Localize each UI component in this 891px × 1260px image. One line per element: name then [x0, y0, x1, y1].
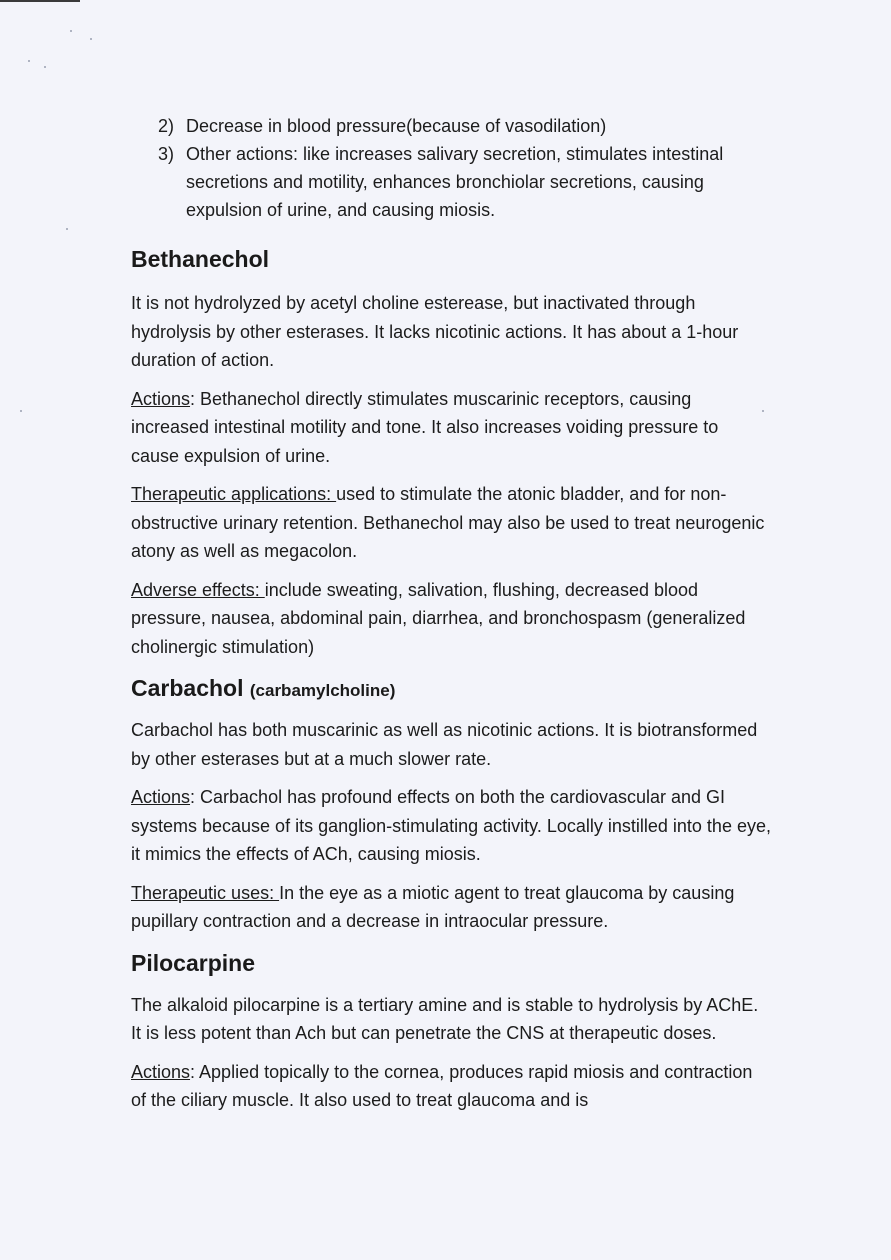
carbachol-title: Carbachol [131, 675, 244, 701]
list-item [158, 112, 771, 140]
list-number: 2) [158, 116, 175, 136]
heading-bethanechol: Bethanechol [131, 246, 270, 272]
scan-speck [20, 410, 22, 412]
bethanechol-intro: It is not hydrolyzed by acetyl choline esterease, but inactivated through hydrolysis by other esterases. It lacks nicotinic actions. It has about a 1-hour duration of action. [131, 293, 739, 370]
pilocarpine-actions [131, 1058, 771, 1115]
numbered-list [158, 112, 771, 224]
actions-label: Actions [131, 1061, 191, 1082]
carbachol-subtitle: (carbamylcholine) [249, 681, 396, 700]
therapeutic-text: used to stimulate the atonic bladder, and for non-obstructive urinary retention. Bethanechol may also be used to treat neurogenic atony as well as megacolon. [131, 484, 765, 561]
actions-text: : Applied topically to the cornea, produces rapid miosis and contraction of the ciliary muscle. It also used to treat glaucoma and is [131, 1061, 753, 1110]
list-text: Other actions: like increases salivary secretion, stimulates intestinal secretions and motility, enhances bronchiolar secretions, causing expulsion of urine, and causing miosis. [186, 144, 724, 220]
document-content [131, 112, 771, 1115]
scan-speck [90, 38, 92, 40]
actions-text: : Carbachol has profound effects on both the cardiovascular and GI systems because of its ganglion-stimulating activity. Locally instilled into the eye, it mimics the effects of ACh, causing miosis. [131, 787, 771, 864]
therapeutic-label: Therapeutic applications: [131, 484, 337, 504]
pilocarpine-intro: The alkaloid pilocarpine is a tertiary amine and is stable to hydrolysis by AChE. It is less potent than Ach but can penetrate the CNS at therapeutic doses. [131, 994, 759, 1043]
scan-speck [28, 60, 30, 62]
uses-label: Therapeutic uses: [131, 882, 280, 903]
list-number: 3) [158, 144, 175, 164]
carbachol-actions [131, 783, 771, 869]
heading-pilocarpine: Pilocarpine [131, 949, 255, 976]
heading-carbachol [131, 675, 771, 702]
scan-speck [66, 228, 68, 230]
actions-label: Actions [131, 787, 191, 807]
adverse-label: Adverse effects: [131, 579, 265, 600]
scan-speck [44, 66, 46, 68]
scan-speck [70, 30, 72, 32]
actions-label: Actions [131, 388, 191, 409]
uses-text: In the eye as a miotic agent to treat glaucoma by causing pupillary contraction and a decrease in intraocular pressure. [131, 882, 735, 931]
list-item [158, 140, 771, 224]
bethanechol-therapeutic [131, 480, 771, 566]
carbachol-uses [131, 879, 771, 936]
scan-edge-line [0, 0, 80, 2]
bethanechol-adverse [131, 576, 771, 662]
carbachol-intro: Carbachol has both muscarinic as well as nicotinic actions. It is biotransformed by other esterases but at a much slower rate. [131, 720, 758, 769]
adverse-text: include sweating, salivation, flushing, decreased blood pressure, nausea, abdominal pain, diarrhea, and bronchospasm (generalized cholinergic stimulation) [131, 579, 746, 657]
actions-text: : Bethanechol directly stimulates muscarinic receptors, causing increased intestinal motility and tone. It also increases voiding pressure to cause expulsion of urine. [131, 388, 719, 466]
bethanechol-actions [131, 385, 771, 471]
list-text: Decrease in blood pressure(because of vasodilation) [186, 116, 607, 136]
